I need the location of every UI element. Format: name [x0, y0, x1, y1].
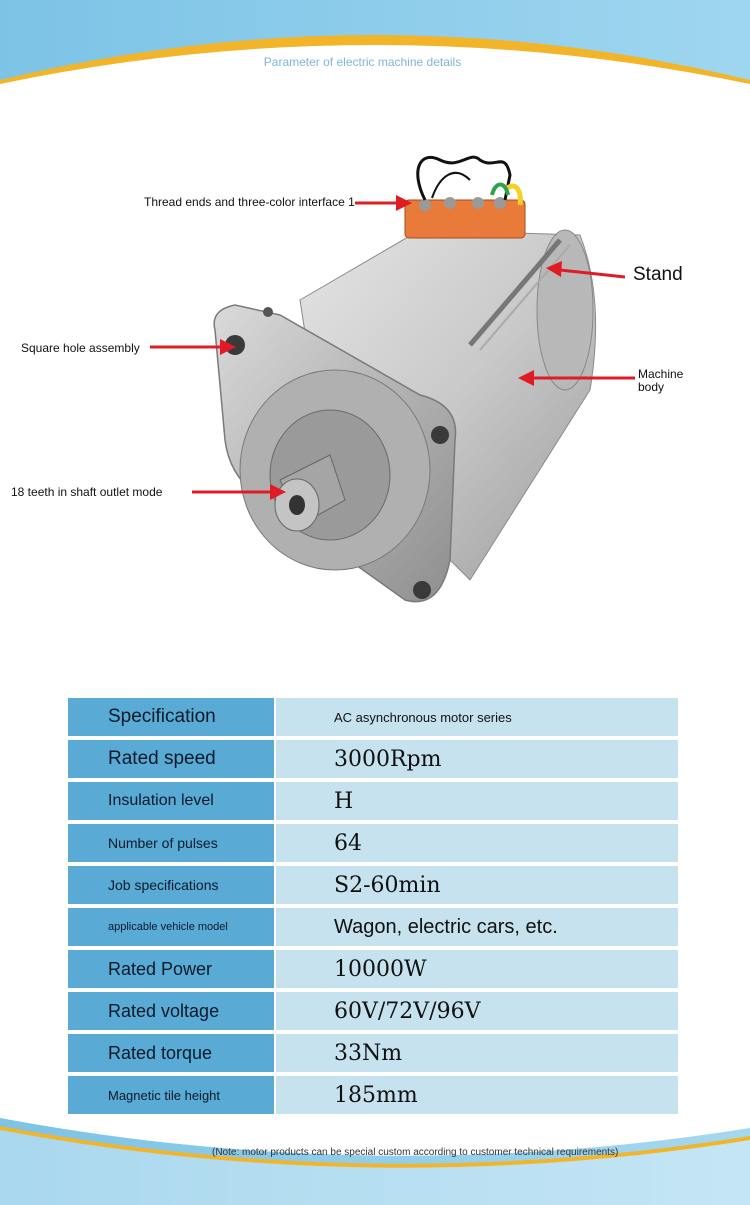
spec-row	[68, 866, 678, 904]
spec-label: Rated speed	[68, 740, 274, 778]
callout-shaft-outlet: 18 teeth in shaft outlet mode	[11, 485, 163, 499]
spec-label: Rated voltage	[68, 992, 274, 1030]
callout-machine-body-line1: Machine	[638, 367, 684, 381]
spec-value: 64	[276, 824, 678, 862]
top-banner	[0, 0, 750, 100]
spec-label: applicable vehicle model	[68, 908, 274, 946]
spec-value: 185mm	[276, 1076, 678, 1114]
callout-machine-body-line2: body	[638, 380, 665, 394]
bottom-banner-graphic	[0, 1118, 750, 1205]
spec-row	[68, 782, 678, 820]
spec-label: Magnetic tile height	[68, 1076, 274, 1114]
motor-illustration	[0, 100, 750, 690]
banner-graphic	[0, 0, 750, 100]
spec-value: 10000W	[276, 950, 678, 988]
spec-label: Rated torque	[68, 1034, 274, 1072]
callout-stand: Stand	[633, 264, 683, 285]
spec-label: Job specifications	[68, 866, 274, 904]
spec-label: Number of pulses	[68, 824, 274, 862]
footnote: (Note: motor products can be special custom according to customer technical requirements)	[212, 1147, 619, 1158]
spec-label: Insulation level	[68, 782, 274, 820]
spec-row	[68, 950, 678, 988]
spec-row	[68, 908, 678, 946]
spec-label: Rated Power	[68, 950, 274, 988]
callout-thread-ends: Thread ends and three-color interface 1	[144, 195, 355, 209]
spec-row	[68, 824, 678, 862]
spec-row	[68, 992, 678, 1030]
spec-value: AC asynchronous motor series	[276, 698, 678, 736]
spec-value: 3000Rpm	[276, 740, 678, 778]
spec-value: 33Nm	[276, 1034, 678, 1072]
callout-square-hole-assembly: Square hole assembly	[21, 341, 140, 355]
spec-row	[68, 698, 678, 736]
spec-row	[68, 1034, 678, 1072]
banner-title: Parameter of electric machine details	[263, 55, 462, 69]
spec-row	[68, 1076, 678, 1114]
callout-machine-body	[638, 368, 683, 394]
spec-row	[68, 740, 678, 778]
spec-value: H	[276, 782, 678, 820]
spec-value: S2-60min	[276, 866, 678, 904]
bottom-banner	[0, 1118, 750, 1205]
spec-value: 60V/72V/96V	[276, 992, 678, 1030]
spec-label: Specification	[68, 698, 274, 736]
spec-value: Wagon, electric cars, etc.	[276, 908, 678, 946]
motor-illustration-area	[0, 100, 750, 690]
